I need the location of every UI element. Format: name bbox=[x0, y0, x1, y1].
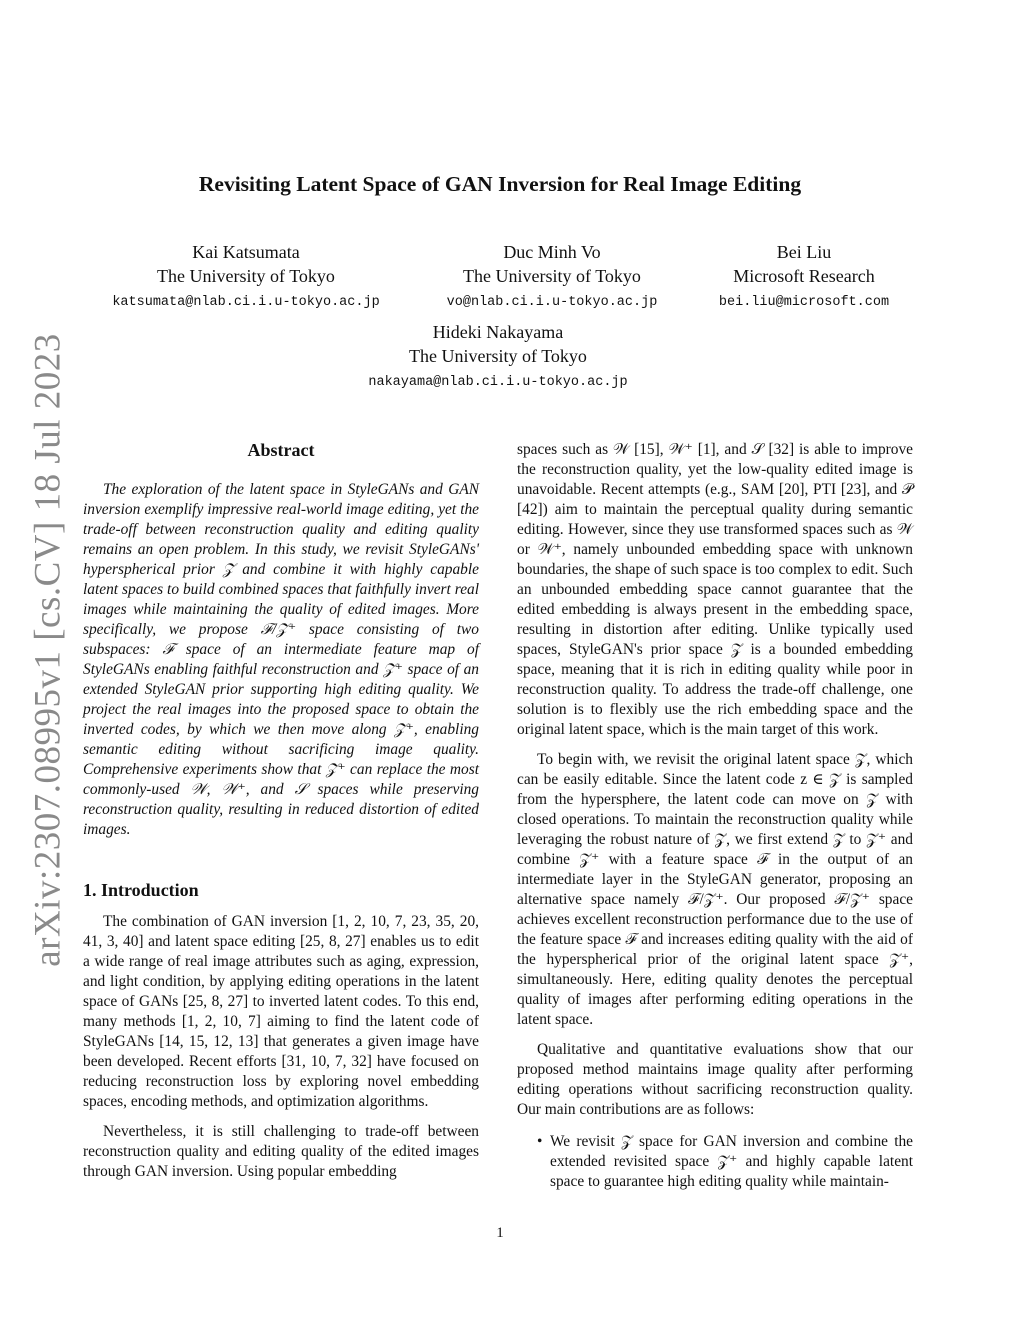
author-name: Hideki Nakayama bbox=[432, 322, 564, 342]
page-number: 1 bbox=[496, 1225, 504, 1241]
intro-paragraph: The combination of GAN inversion [1, 2, 10, 7, 23, 35, 20, 41, 3, 40] and latent space editing [25, 8, 27] enables us to edit a wide range of real image attributes such as aging, expression, and light condition, by applying editing operations in the latent space of GANs [25, 8, 27] to inverted latent codes. To this end, many methods [1, 2, 10, 7] aiming to find the latent code of StyleGANs [14, 15, 12, 13] that generates a given image have been developed. Recent efforts [31, 10, 7, 32] have focused on reducing reconstruction loss by exploring novel embedding spaces, encoding methods, and optimization algorithms. bbox=[83, 913, 479, 1110]
abstract-heading: Abstract bbox=[247, 440, 315, 460]
author-name: Duc Minh Vo bbox=[503, 242, 601, 262]
author-name: Bei Liu bbox=[776, 242, 832, 262]
contribution-item: • We revisit 𝒵 space for GAN inversion and combine the extended revisited space 𝒵⁺ and highly capable latent space to guarantee high editing quality while maintain- bbox=[517, 1132, 913, 1192]
author-affiliation: The University of Tokyo bbox=[409, 346, 587, 366]
author-affiliation: Microsoft Research bbox=[733, 266, 875, 286]
author-email: bei.liu@microsoft.com bbox=[718, 295, 890, 310]
author-affiliation: The University of Tokyo bbox=[463, 266, 641, 286]
abstract-text: The exploration of the latent space in StyleGANs and GAN inversion exemplify impressive real-world image editing, yet the trade-off between reconstruction quality and editing quality remains an open problem. In this study, we revisit StyleGANs' hyperspherical prior 𝒵 and combine it with highly capable latent spaces to build combined spaces that faithfully invert real images while maintaining the quality of edited images. More specifically, we propose ℱ/𝒵⁺ space consisting of two subspaces: ℱ space of an intermediate feature map of StyleGANs enabling faithful reconstruction and 𝒵⁺ space of an extended StyleGAN prior supporting high editing quality. We project the real images into the proposed space to obtain the inverted codes, by which we then move along 𝒵⁺, enabling semantic editing without sacrificing image quality. Comprehensive experiments show that 𝒵⁺ can replace the most commonly-used 𝒲, 𝒲⁺, and 𝒮 spaces while preserving reconstruction quality, resulting in reduced distortion of edited images. bbox=[83, 481, 479, 838]
right-column bbox=[517, 440, 913, 1192]
paper-title: Revisiting Latent Space of GAN Inversion for Real Image Editing bbox=[198, 172, 802, 196]
author-block-2 bbox=[412, 240, 692, 315]
left-column bbox=[83, 440, 479, 1182]
author-email: nakayama@nlab.ci.i.u-tokyo.ac.jp bbox=[368, 375, 628, 390]
intro-paragraph: Nevertheless, it is still challenging to trade-off between reconstruction quality and editing quality of the edited images through GAN inversion. Using popular embedding bbox=[83, 1123, 479, 1180]
body-paragraph: spaces such as 𝒲 [15], 𝒲⁺ [1], and 𝒮 [32] is able to improve the reconstruction quality, yet the low-quality edited image is unavoidable. Recent attempts (e.g., SAM [20], PTI [23], and 𝒫 [42]) aim to maintain the perceptual quality during semantic editing. However, since they use transformed spaces such as 𝒲 or 𝒲⁺, namely unbounded embedding space with unknown boundaries, the shape of such space is too complex to edit. Such an unbounded embedding space cannot guarantee that the edited embedding is always present in the embedding space, resulting in distortion after editing. Unlike typically used spaces, StyleGAN's prior space 𝒵 is a bounded embedding space, meaning that it is rich in editing quality while poor in reconstruction quality. To address the trade-off challenge, one solution is to flexibly use the rich embedding space and the original latent space, which is the main target of this work. bbox=[517, 441, 913, 738]
author-name: Kai Katsumata bbox=[192, 242, 300, 262]
body-paragraph: Qualitative and quantitative evaluations show that our proposed method maintains image quality after performing editing operations without sacrificing reconstruction quality. Our main contributions are as follows: bbox=[517, 1041, 913, 1118]
author-affiliation: The University of Tokyo bbox=[157, 266, 335, 286]
author-block-1 bbox=[96, 240, 396, 315]
introduction-heading: 1. Introduction bbox=[83, 880, 199, 900]
contributions-list bbox=[517, 1132, 913, 1192]
author-email: katsumata@nlab.ci.i.u-tokyo.ac.jp bbox=[112, 295, 380, 310]
author-block-3 bbox=[694, 240, 914, 315]
author-email: vo@nlab.ci.i.u-tokyo.ac.jp bbox=[446, 295, 658, 310]
arxiv-identifier-stamp: arXiv:2307.08995v1 [cs.CV] 18 Jul 2023 bbox=[27, 333, 69, 967]
body-paragraph: To begin with, we revisit the original latent space 𝒵, which can be easily editable. Since the latent code z ∈ 𝒵 is sampled from the hypersphere, the latent code can move on 𝒵 with closed operations. To maintain the reconstruction quality while leveraging the robust nature of 𝒵, we first extend 𝒵 to 𝒵⁺ and combine 𝒵⁺ with a feature space ℱ in the output of an intermediate layer in the StyleGAN generator, proposing an alternative space namely ℱ/𝒵⁺. Our proposed ℱ/𝒵⁺ space achieves excellent reconstruction performance due to the use of the feature space ℱ and increases editing quality with the aid of the hyperspherical prior of the original latent space 𝒵⁺, simultaneously. Here, editing quality denotes the perceptual quality of images after performing editing operations in the latent space. bbox=[517, 751, 913, 1028]
author-block-4 bbox=[348, 320, 648, 395]
